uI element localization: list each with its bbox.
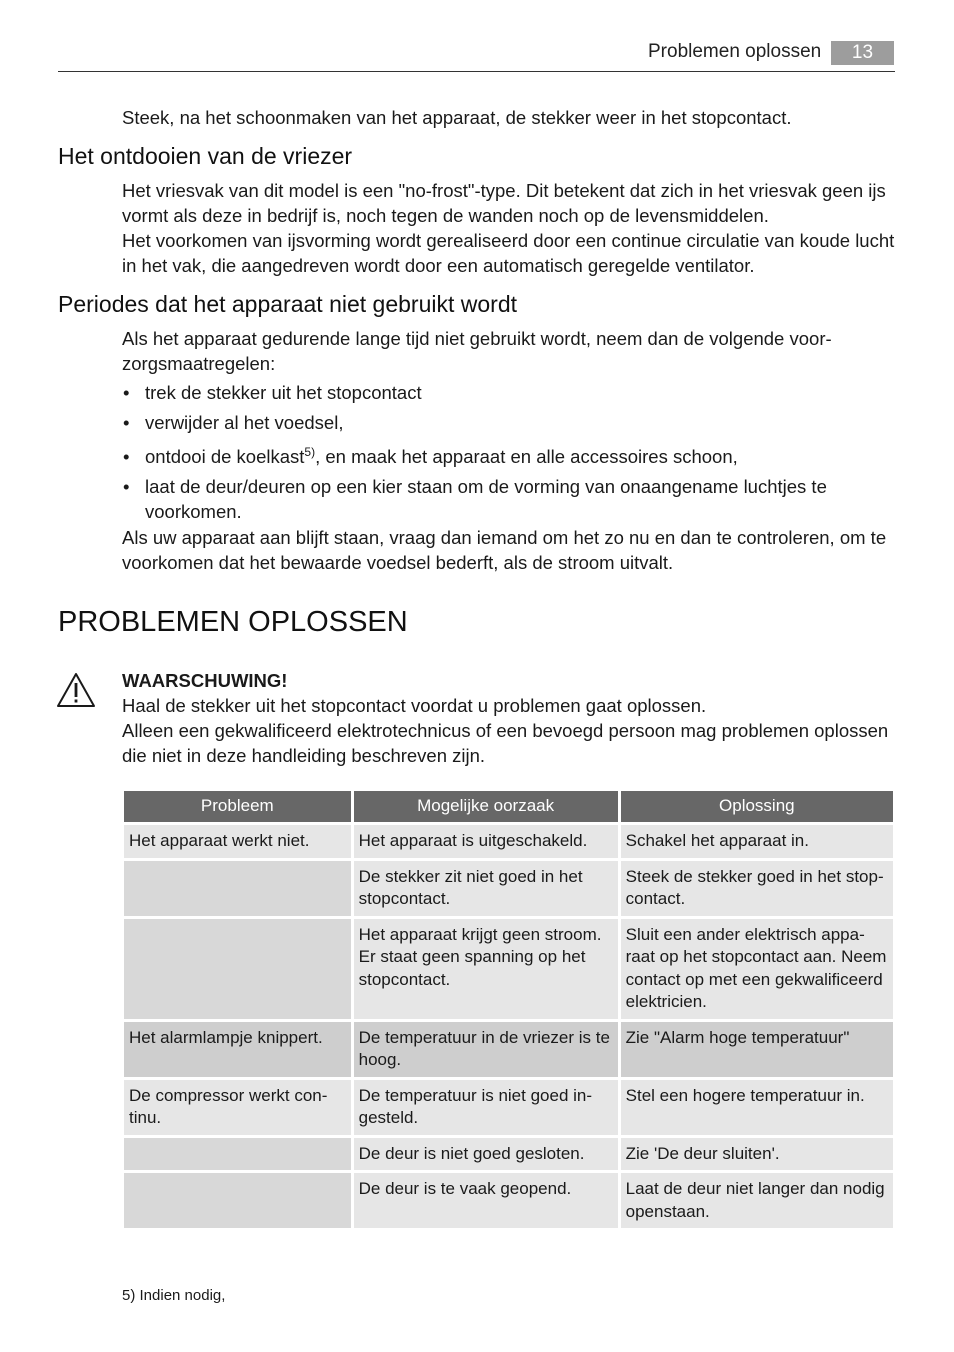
- bullet-icon: •: [123, 446, 130, 467]
- running-header-title: Problemen oplossen: [648, 41, 822, 62]
- intro-paragraph: Steek, na het schoonmaken van het apparaat, de stekker weer in het stopcontact.: [122, 107, 792, 128]
- cause-cell: De temperatuur is niet goed ingesteld.: [354, 1080, 618, 1135]
- problem-cell: De compressor werkt continu.: [124, 1080, 351, 1135]
- solution-cell: Laat de deur niet langer dan nodig openstaan.: [621, 1173, 893, 1228]
- bullet-icon: •: [123, 476, 130, 497]
- header-divider: [58, 71, 895, 72]
- page-number-badge: 13: [831, 41, 894, 65]
- table-row: [124, 1022, 893, 1077]
- cause-cell: De deur is niet goed gesloten.: [354, 1138, 618, 1171]
- table-row: [124, 825, 893, 858]
- troubleshooting-table: [121, 788, 896, 1231]
- problem-cell: Het apparaat werkt niet.: [124, 825, 351, 858]
- solution-cell: Sluit een ander elektrisch apparaat op het stopcontact aan. Neem contact op met een gekwalificeerd elektricien.: [621, 919, 893, 1019]
- table-row: [124, 919, 893, 1019]
- list-item-text-suffix: , en maak het apparaat en alle accessoires schoon,: [315, 446, 738, 467]
- table-row: [124, 1080, 893, 1135]
- problem-cell: [124, 861, 351, 916]
- list-item: [122, 444, 897, 469]
- warning-line-2: Alleen een gekwalificeerd elektrotechnicus of een bevoegd persoon mag problemen oplossen die niet in deze handleiding beschreven zijn.: [122, 720, 889, 766]
- defrost-paragraph-2: Het voorkomen van ijsvorming wordt gerealiseerd door een continue circulatie van koude lucht in het vak, die aangedreven wordt door een automatisch geregelde ventilator.: [122, 230, 895, 276]
- footnote-reference: 5): [304, 444, 316, 459]
- solution-cell: Schakel het apparaat in.: [621, 825, 893, 858]
- list-item: [122, 474, 897, 524]
- warning-line-1: Haal de stekker uit het stopcontact voordat u problemen gaat oplossen.: [122, 695, 707, 716]
- cause-cell: De temperatuur in de vriezer is te hoog.: [354, 1022, 618, 1077]
- problem-cell: Het alarmlampje knippert.: [124, 1022, 351, 1077]
- cause-cell: Het apparaat is uitgeschakeld.: [354, 825, 618, 858]
- list-item-text: verwijder al het voedsel,: [145, 412, 344, 433]
- unused-intro: Als het apparaat gedurende lange tijd niet gebruikt wordt, neem dan de volgende voorzorgsmaatregelen:: [122, 328, 832, 374]
- cause-cell: De deur is te vaak geopend.: [354, 1173, 618, 1228]
- solution-cell: Stel een hogere temperatuur in.: [621, 1080, 893, 1135]
- warning-triangle-icon: [56, 672, 96, 708]
- problem-cell: [124, 1173, 351, 1228]
- problem-cell: [124, 1138, 351, 1171]
- table-row: [124, 861, 893, 916]
- list-item-text: trek de stekker uit het stopcontact: [145, 382, 422, 403]
- table-row: [124, 1138, 893, 1171]
- problem-cell: [124, 919, 351, 1019]
- solution-cell: Steek de stekker goed in het stopcontact.: [621, 861, 893, 916]
- table-row: [124, 1173, 893, 1228]
- list-item: [122, 380, 897, 405]
- table-header-row: [124, 791, 893, 822]
- bullet-icon: •: [123, 412, 130, 433]
- defrost-paragraph-1: Het vriesvak van dit model is een "no-frost"-type. Dit betekent dat zich in het vriesvak geen ijs vormt als deze in bedrijf is, noch tegen de wanden noch op de levensmiddelen.: [122, 180, 886, 226]
- unused-heading: Periodes dat het apparaat niet gebruikt wordt: [58, 291, 518, 317]
- column-header-solution: Oplossing: [621, 791, 893, 822]
- warning-title: WAARSCHUWING!: [122, 670, 288, 691]
- list-item-text: ontdooi de koelkast: [145, 446, 305, 467]
- column-header-cause: Mogelijke oorzaak: [354, 791, 618, 822]
- cause-cell: De stekker zit niet goed in het stopcontact.: [354, 861, 618, 916]
- cause-cell: Het apparaat krijgt geen stroom. Er staat geen spanning op het stopcontact.: [354, 919, 618, 1019]
- column-header-problem: Probleem: [124, 791, 351, 822]
- bullet-icon: •: [123, 382, 130, 403]
- troubleshooting-heading: PROBLEMEN OPLOSSEN: [58, 606, 408, 638]
- footnote: 5) Indien nodig,: [122, 1287, 226, 1304]
- solution-cell: Zie 'De deur sluiten'.: [621, 1138, 893, 1171]
- precautions-list: [122, 380, 897, 524]
- list-item-text: laat de deur/deuren op een kier staan om de vorming van onaangename luchtjes te voorkomen.: [145, 476, 827, 522]
- solution-cell: Zie "Alarm hoge temperatuur": [621, 1022, 893, 1077]
- unused-closing: Als uw apparaat aan blijft staan, vraag dan iemand om het zo nu en dan te controleren, om te voorkomen dat het bewaarde voedsel bederft, als de stroom uitvalt.: [122, 527, 887, 573]
- defrost-heading: Het ontdooien van de vriezer: [58, 143, 353, 169]
- list-item: [122, 410, 897, 435]
- warning-text: [122, 693, 897, 768]
